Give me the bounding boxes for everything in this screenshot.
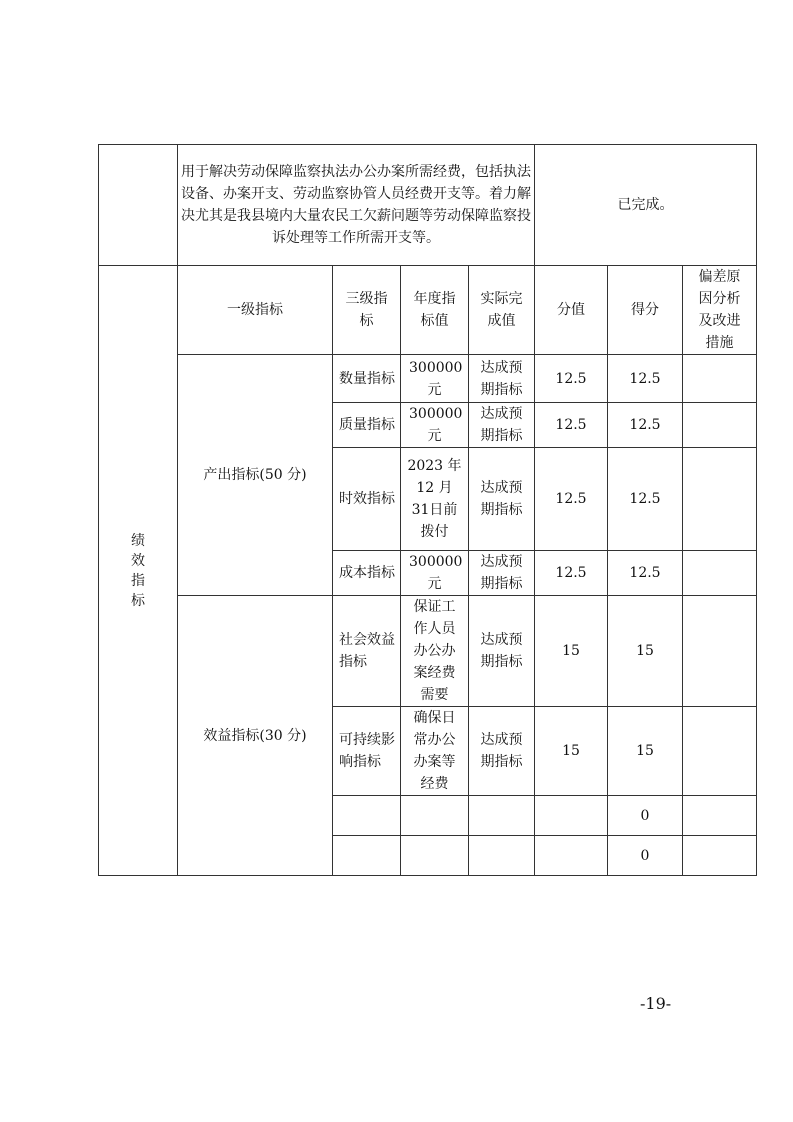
description-row [99,145,757,266]
score-value-cell: 15 [535,707,608,796]
score-value-cell: 15 [535,596,608,707]
reason-cell [683,403,757,448]
annual-value-cell: 保证工作人员办公办案经费需要 [401,596,469,707]
score-value-cell [535,796,608,836]
score-got-cell: 15 [608,596,683,707]
actual-value-cell: 达成预期指标 [469,448,535,551]
header-row [99,266,757,355]
score-value-cell [535,836,608,876]
actual-value-cell: 达成预期指标 [469,596,535,707]
header-actual: 实际完成值 [469,266,535,355]
actual-value-cell: 达成预期指标 [469,403,535,448]
group-output: 产出指标(50 分) [178,355,333,596]
reason-cell [683,355,757,403]
table-row [99,596,757,707]
actual-value-cell: 达成预期指标 [469,707,535,796]
description-text: 用于解决劳动保障监察执法办公办案所需经费，包括执法设备、办案开支、劳动监察协管人员经费开支等。着力解决尤其是我县境内大量农民工欠薪问题等劳动保障监察投诉处理等工作所需开支等。 [178,145,535,266]
blank-label-cell [99,145,178,266]
annual-value-cell: 确保日常办公办案等经费 [401,707,469,796]
annual-value-cell [401,796,469,836]
performance-table [98,144,757,876]
completion-status: 已完成。 [535,145,757,266]
score-got-cell: 12.5 [608,403,683,448]
score-value-cell: 12.5 [535,355,608,403]
score-got-cell: 0 [608,796,683,836]
score-got-cell: 12.5 [608,355,683,403]
page-number: -19- [640,994,672,1013]
actual-value-cell: 达成预期指标 [469,551,535,596]
score-got-cell: 12.5 [608,551,683,596]
annual-value-cell: 300000元 [401,551,469,596]
header-level3: 三级指标 [333,266,401,355]
actual-value-cell [469,836,535,876]
level3-cell: 数量指标 [333,355,401,403]
annual-value-cell [401,836,469,876]
reason-cell [683,796,757,836]
score-value-cell: 12.5 [535,551,608,596]
header-level1: 一级指标 [178,266,333,355]
section-label [99,266,178,876]
level3-cell: 成本指标 [333,551,401,596]
header-score-got: 得分 [608,266,683,355]
level3-cell [333,836,401,876]
section-label-text: 绩效指标 [130,532,145,609]
score-got-cell: 0 [608,836,683,876]
level3-cell: 可持续影响指标 [333,707,401,796]
level3-cell: 质量指标 [333,403,401,448]
group-benefit: 效益指标(30 分) [178,596,333,876]
actual-value-cell: 达成预期指标 [469,355,535,403]
annual-value-cell: 300000元 [401,403,469,448]
header-score-value: 分值 [535,266,608,355]
reason-cell [683,707,757,796]
reason-cell [683,596,757,707]
reason-cell [683,551,757,596]
actual-value-cell [469,796,535,836]
level3-cell: 社会效益指标 [333,596,401,707]
table-row [99,355,757,403]
reason-cell [683,448,757,551]
level3-cell [333,796,401,836]
annual-value-cell: 2023 年12 月 31日前拨付 [401,448,469,551]
score-got-cell: 12.5 [608,448,683,551]
reason-cell [683,836,757,876]
score-value-cell: 12.5 [535,403,608,448]
level3-cell: 时效指标 [333,448,401,551]
score-got-cell: 15 [608,707,683,796]
annual-value-cell: 300000元 [401,355,469,403]
header-annual: 年度指标值 [401,266,469,355]
score-value-cell: 12.5 [535,448,608,551]
header-reason: 偏差原因分析及改进措施 [683,266,757,355]
